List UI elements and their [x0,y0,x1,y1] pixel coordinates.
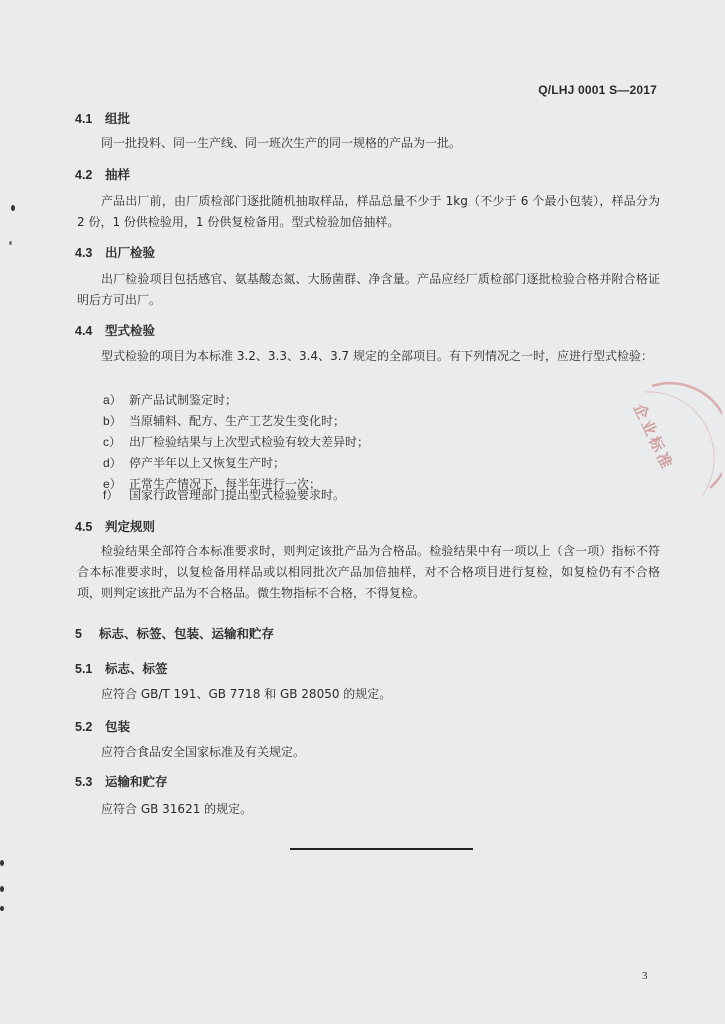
section-heading-4-3 [75,243,155,261]
scan-artifact [9,241,12,245]
section-title: 出厂检验 [105,245,156,260]
section-number: 4.5 [75,520,93,534]
list-item [103,433,369,450]
section-text-4-4: 型式检验的项目为本标准 3.2、3.3、3.4、3.7 规定的全部项目。有下列情况之一时，应进行型式检验： [101,349,653,363]
section-heading-5-2 [75,717,130,735]
list-text: 停产半年以上又恢复生产时； [129,456,286,470]
section-title: 运输和贮存 [105,774,168,789]
section-heading-4-1 [75,109,130,127]
list-item [103,391,237,408]
section-text-5-3: 应符合 GB 31621 的规定。 [101,802,253,816]
scan-artifact [0,906,4,911]
section-number: 5 [75,627,82,641]
section-number: 5.3 [75,775,93,789]
section-title: 包装 [105,719,131,734]
section-heading-5-1 [75,659,168,677]
section-number: 4.4 [75,324,93,338]
section-text-4-3: 出厂检验项目包括感官、氨基酸态氮、大肠菌群、净含量。产品应经厂质检部门逐批检验合格并附合格证明后方可出厂。 [77,272,660,307]
list-text: 正常生产情况下，每半年进行一次； [129,477,322,491]
section-title: 标志、标签 [105,661,168,676]
end-rule [290,848,473,850]
standard-code: Q/LHJ 0001 S—2017 [538,83,657,97]
section-title: 标志、标签、包装、运输和贮存 [99,626,275,641]
section-number: 4.2 [75,168,93,182]
list-item [103,412,345,429]
section-number: 5.1 [75,662,93,676]
section-heading-4-4 [75,321,155,339]
section-title: 判定规则 [105,519,156,534]
list-marker: d） [103,456,122,470]
section-heading-5-3 [75,772,168,790]
list-marker: b） [103,414,122,428]
section-text-5-1: 应符合 GB/T 191、GB 7718 和 GB 28050 的规定。 [101,687,392,701]
section-title: 抽样 [105,167,131,182]
section-title: 组批 [105,111,131,126]
scan-artifact [0,886,4,892]
section-heading-4-5 [75,517,155,535]
chapter-heading-5 [75,624,274,642]
list-text: 国家行政管理部门提出型式检验要求时。 [129,488,346,502]
list-marker: c） [103,435,122,449]
section-text-4-1: 同一批投料、同一生产线、同一班次生产的同一规格的产品为一批。 [101,136,462,150]
list-marker: e） [103,477,122,491]
section-heading-4-2 [75,165,130,183]
section-number: 5.2 [75,720,93,734]
list-item [103,454,285,471]
list-marker: a） [103,393,122,407]
section-text-4-2: 产品出厂前，由厂质检部门逐批随机抽取样品，样品总量不少于 1kg（不少于 6 个最小包装），样品分为 2 份，1 份供检验用，1 份供复检备用。型式检验加倍抽样。 [77,194,660,229]
seal-stamp-text: 企业标准 [629,400,677,474]
scan-artifact [11,205,15,211]
section-text-5-2: 应符合食品安全国家标准及有关规定。 [101,745,306,759]
section-number: 4.1 [75,112,93,126]
list-text: 新产品试制鉴定时； [129,393,238,407]
list-text: 出厂检验结果与上次型式检验有较大差异时； [129,435,370,449]
list-text: 当原辅料、配方、生产工艺发生变化时； [129,414,346,428]
section-text-4-5: 检验结果全部符合本标准要求时，则判定该批产品为合格品。检验结果中有一项以上（含一项）指标不符合本标准要求时，以复检备用样品或以相同批次产品加倍抽样，对不合格项目进行复检，如复检仍有不合格项，则判定该批产品为不合格品。微生物指标不合格，不得复检。 [77,544,660,600]
list-marker: f） [103,488,119,502]
scan-artifact [0,860,4,866]
list-item [103,486,345,503]
section-title: 型式检验 [105,323,156,338]
page-number: 3 [642,970,648,982]
section-number: 4.3 [75,246,93,260]
